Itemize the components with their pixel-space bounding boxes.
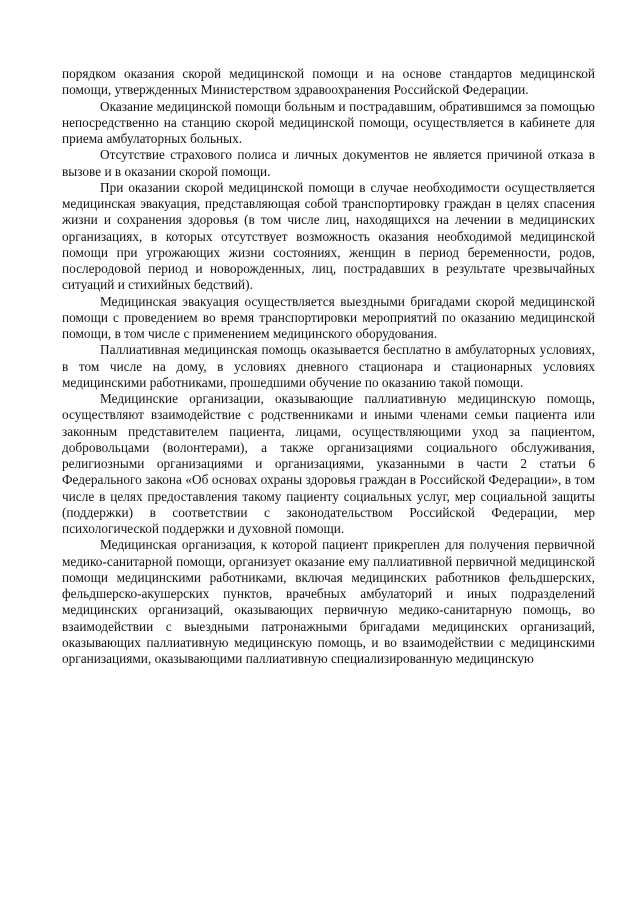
paragraph-continuation: порядком оказания скорой медицинской помощи и на основе стандартов медицинской помощи, утвержденных Министерством здравоохранения Российской Федерации. <box>62 66 595 98</box>
paragraph-palliative-organizations: Медицинские организации, оказывающие паллиативную медицинскую помощь, осуществляют взаимодействие с родственниками и иными членами семьи пациента или законным представителем пациента, лицами, осуществляющими уход за пациентом, добровольцами (волонтерами), а также организациями социального обслуживания, религиозными организациями и организациями, указанными в части 2 статьи 6 Федерального закона «Об основах охраны здоровья граждан в Российской Федерации», в том числе в целях предоставления такому пациенту социальных услуг, мер социальной защиты (поддержки) в соответствии с законодательством Российской Федерации, мер психологической поддержки и духовной помощи. <box>62 391 595 536</box>
document-page <box>62 66 595 667</box>
paragraph-evacuation: При оказании скорой медицинской помощи в случае необходимости осуществляется медицинская эвакуация, представляющая собой транспортировку граждан в целях спасения жизни и сохранения здоровья (в том числе лиц, находящихся на лечении в медицинских организациях, в которых отсутствует возможность оказания необходимой медицинской помощи при угрожающих жизни состояниях, женщин в период беременности, родов, послеродовой период и новорожденных, лиц, пострадавших в результате чрезвычайных ситуаций и стихийных бедствий). <box>62 179 595 293</box>
paragraph-palliative-free: Паллиативная медицинская помощь оказывается бесплатно в амбулаторных условиях, в том числе на дому, в условиях дневного стационара и стационарных условиях медицинскими работниками, прошедшими обучение по оказанию такой помощи. <box>62 342 595 390</box>
paragraph-no-policy: Отсутствие страхового полиса и личных документов не является причиной отказа в вызове и в оказании скорой помощи. <box>62 147 595 179</box>
paragraph-primary-care-org: Медицинская организация, к которой пациент прикреплен для получения первичной медико-санитарной помощи, организует оказание ему паллиативной первичной медицинской помощи медицинскими работниками, включая медицинских работников фельдшерских, фельдшерско-акушерских пунктов, врачебных амбулаторий и иных подразделений медицинских организаций, оказывающих первичную медико-санитарную помощь, во взаимодействии с выездными патронажными бригадами медицинских организаций, оказывающих паллиативную медицинскую помощь, и во взаимодействии с медицинскими организациями, оказывающими паллиативную специализированную медицинскую <box>62 537 595 666</box>
paragraph-evacuation-teams: Медицинская эвакуация осуществляется выездными бригадами скорой медицинской помощи с проведением во время транспортировки мероприятий по оказанию медицинской помощи, в том числе с применением медицинского оборудования. <box>62 293 595 341</box>
paragraph-station-care: Оказание медицинской помощи больным и пострадавшим, обратившимся за помощью непосредственно на станцию скорой медицинской помощи, осуществляется в кабинете для приема амбулаторных больных. <box>62 98 595 146</box>
